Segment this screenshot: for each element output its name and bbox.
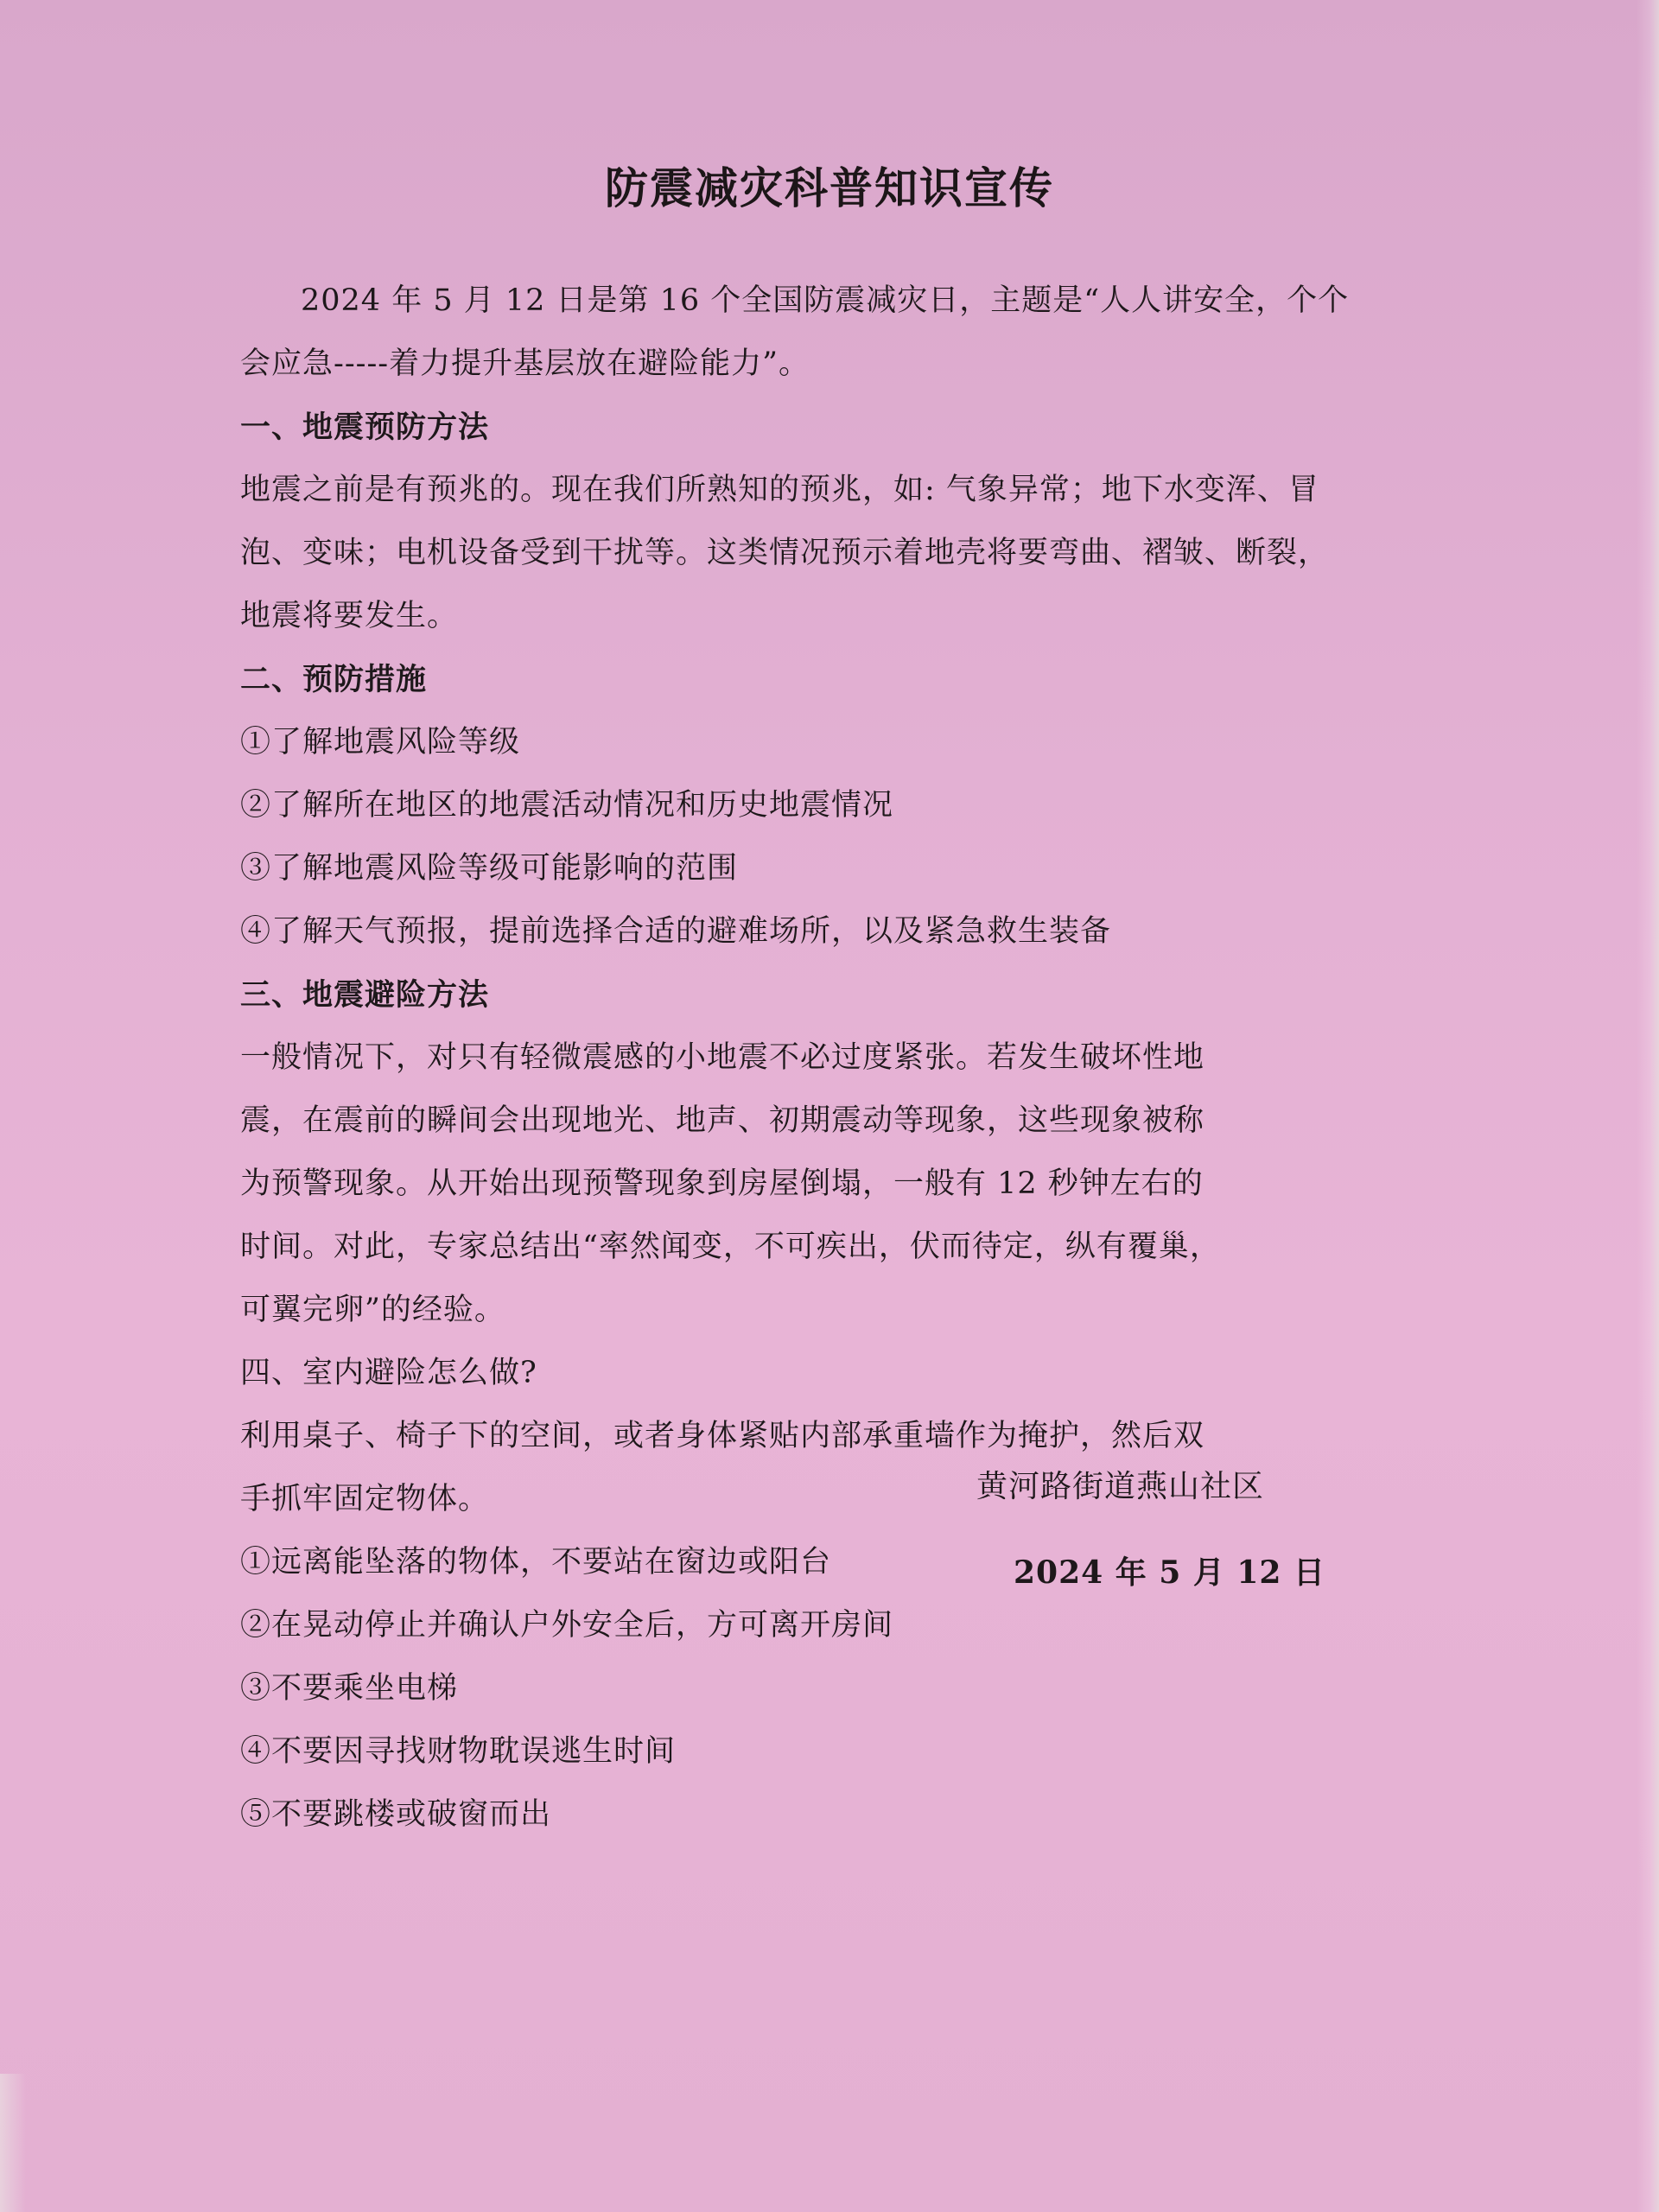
section4-heading: 四、室内避险怎么做? bbox=[240, 1356, 537, 1390]
section3-line-2: 震，在震前的瞬间会出现地光、地声、初期震动等现象，这些现象被称 bbox=[240, 1103, 1205, 1138]
section3-line-3: 为预警现象。从开始出现预警现象到房屋倒塌，一般有 12 秒钟左右的 bbox=[240, 1166, 1204, 1201]
signature-date: 2024 年 5 月 12 日 bbox=[1014, 1554, 1326, 1591]
section2-heading: 二、预防措施 bbox=[240, 662, 428, 697]
section1-heading: 一、地震预防方法 bbox=[240, 410, 490, 445]
section3-line-4: 时间。对此，专家总结出“率然闻变，不可疾出，伏而待定，纵有覆巢， bbox=[240, 1230, 1221, 1264]
section1-line-3: 地震将要发生。 bbox=[240, 599, 459, 633]
section4-item-5: ⑤不要跳楼或破窗而出 bbox=[240, 1797, 552, 1832]
section2-item-3: ③了解地震风险等级可能影响的范围 bbox=[240, 851, 739, 886]
section3-heading: 三、地震避险方法 bbox=[240, 977, 490, 1013]
section4-item-1: ①远离能坠落的物体，不要站在窗边或阳台 bbox=[240, 1545, 832, 1580]
paper-right-edge bbox=[1637, 0, 1659, 2212]
signature-organization: 黄河路街道燕山社区 bbox=[976, 1469, 1265, 1504]
section4-line-2: 手抓牢固定物体。 bbox=[240, 1482, 490, 1516]
intro-line-2: 会应急-----着力提升基层放在避险能力”。 bbox=[240, 346, 810, 381]
notice-title: 防震减灾科普知识宣传 bbox=[605, 163, 1054, 213]
section2-item-4: ④了解天气预报，提前选择合适的避难场所，以及紧急救生装备 bbox=[240, 914, 1112, 949]
paper-bottom-left-corner bbox=[0, 2074, 26, 2212]
section2-item-1: ①了解地震风险等级 bbox=[240, 725, 521, 760]
section2-item-2: ②了解所在地区的地震活动情况和历史地震情况 bbox=[240, 788, 894, 823]
notice-body bbox=[240, 270, 1424, 1847]
section4-item-3: ③不要乘坐电梯 bbox=[240, 1671, 459, 1706]
section4-line-1: 利用桌子、椅子下的空间，或者身体紧贴内部承重墙作为掩护，然后双 bbox=[240, 1419, 1205, 1453]
section4-item-2: ②在晃动停止并确认户外安全后，方可离开房间 bbox=[240, 1608, 894, 1643]
intro-line-1: 2024 年 5 月 12 日是第 16 个全国防震减灾日，主题是“人人讲安全，个个 bbox=[301, 283, 1350, 318]
section1-line-1: 地震之前是有预兆的。现在我们所熟知的预兆，如: 气象异常；地下水变浑、冒 bbox=[240, 473, 1319, 507]
section4-item-4: ④不要因寻找财物耽误逃生时间 bbox=[240, 1734, 677, 1769]
section3-line-1: 一般情况下，对只有轻微震感的小地震不必过度紧张。若发生破坏性地 bbox=[240, 1040, 1205, 1075]
section3-line-5: 可翼完卵”的经验。 bbox=[240, 1293, 505, 1327]
section1-line-2: 泡、变味；电机设备受到干扰等。这类情况预示着地壳将要弯曲、褶皱、断裂， bbox=[240, 536, 1330, 570]
